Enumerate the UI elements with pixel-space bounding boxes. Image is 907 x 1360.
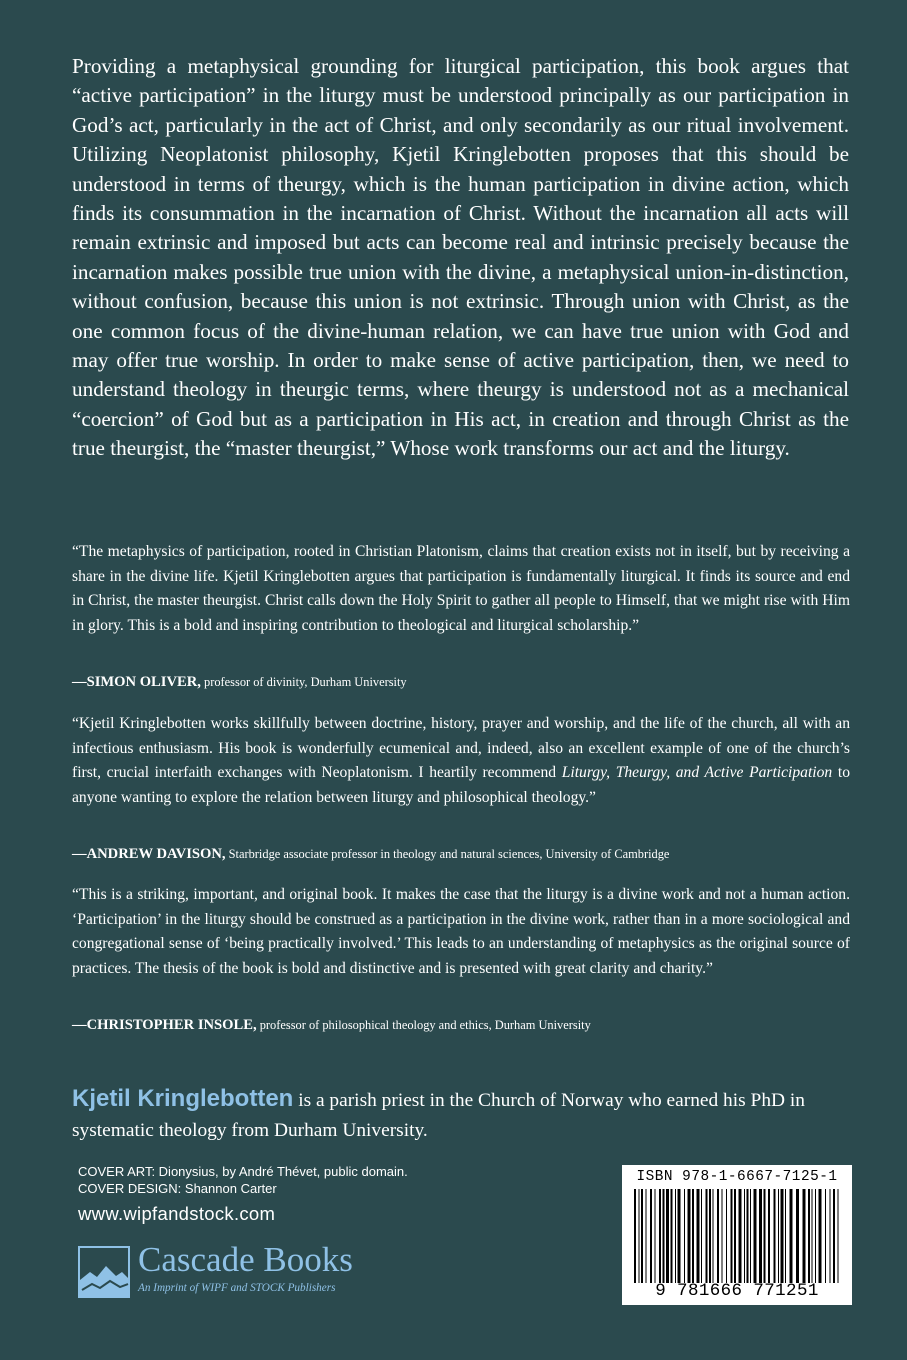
barcode-bar — [709, 1189, 711, 1283]
barcode-bar — [646, 1189, 647, 1283]
barcode-bar — [701, 1189, 702, 1283]
cover-design-credit: COVER DESIGN: Shannon Carter — [78, 1181, 277, 1196]
endorsement-quote-1: “The metaphysics of participation, rooted in Christian Platonism, claims that creation exists not in itself, but by receiving a share in the divine life. Kjetil Kringlebotten argues that participation is fundamentally liturgical. It finds its source and end in Christ, the master theurgist. Christ calls down the Holy Spirit to gather all people to Himself, that we might rise with Him in glory. This is a bold and inspiring contribution to theological and liturgical scholarship.” — [72, 543, 850, 634]
endorser-name: —ANDREW DAVISON, — [72, 846, 226, 862]
barcode-bar — [666, 1189, 669, 1283]
barcode-bar — [726, 1189, 727, 1283]
barcode-bar — [722, 1189, 723, 1283]
barcode-bar — [639, 1189, 640, 1283]
publisher-name: Cascade Books — [138, 1240, 353, 1279]
endorser-name: —CHRISTOPHER INSOLE, — [72, 1017, 257, 1033]
barcode-bar — [812, 1189, 813, 1283]
barcode-bar — [808, 1189, 810, 1283]
endorser-title: professor of divinity, Durham University — [200, 675, 407, 689]
quote-text: to anyone wanting to explore the relation between liturgy and philosophical theology.” — [72, 764, 850, 806]
publisher-tagline: An Imprint of WIPF and STOCK Publishers — [138, 1282, 336, 1294]
isbn-text: ISBN 978-1-6667-7125-1 — [636, 1169, 838, 1185]
barcode-bar — [675, 1189, 676, 1283]
barcode-bar — [713, 1189, 714, 1283]
endorser-title: professor of philosophical theology and ethics, Durham University — [256, 1018, 591, 1032]
barcode-bars — [634, 1189, 840, 1283]
endorsement-attribution-2 — [72, 846, 862, 863]
barcode-bar — [739, 1189, 742, 1283]
barcode-bar — [692, 1189, 694, 1283]
mountain-logo-icon — [78, 1246, 130, 1298]
barcode-bar — [717, 1189, 719, 1283]
endorser-name: —SIMON OLIVER, — [72, 674, 201, 690]
barcode-bar — [688, 1189, 691, 1283]
barcode-digits: 9 781666 771251 — [655, 1281, 819, 1301]
barcode-bar — [830, 1189, 831, 1283]
barcode-bar — [671, 1189, 673, 1283]
book-description: Providing a metaphysical grounding for liturgical participation, this book argues that “active participation” in the liturgy must be understood principally as our participation in God’s act, particularly in the act of Christ, and only secondarily as our ritual involvement. Utilizing Neoplatonist philosophy, Kjetil Kringlebotten proposes that this should be understood in terms of theurgy, which is the human participation in divine action, which finds its consummation in the incarnation of Christ. Without the incarnation all acts will remain extrinsic and imposed but acts can become real and intrinsic precisely because the incarnation makes possible true union with the divine, a metaphysical union-in-distinction, without confusion, because this union is not extrinsic. Through union with Christ, as the one common focus of the divine-human relation, we can have true union with God and may offer true worship. In order to make sense of active participation, then, we need to understand theology in theurgic terms, where theurgy is understood not as a mechanical “coercion” of God but as a participation in His act, in creation and through Christ as the true theurgist, the “master theurgist,” Whose work transforms our act and the liturgy. — [72, 54, 849, 461]
endorsement-quote-2 — [72, 712, 850, 810]
author-bio — [72, 1084, 862, 1146]
barcode-bar — [750, 1189, 751, 1283]
barcode-bar — [778, 1189, 779, 1283]
book-title-italic: Liturgy, Theurgy, and Active Participation — [561, 764, 833, 781]
barcode-bar — [774, 1189, 776, 1283]
quote-text: “Kjetil Kringlebotten works skillfully between doctrine, history, prayer and worship, and the life of the church, all with an infectious enthusiasm. His book is wonderfully ecumenical and, indeed, also an excellent example of one of the church’s first, crucial interfaith exchanges with Neoplatonism. I heartily recommend — [72, 715, 850, 781]
barcode-bar — [650, 1189, 652, 1283]
publisher-logo — [78, 1242, 408, 1304]
endorser-title: Starbridge associate professor in theology and natural sciences, University of Cambridge — [225, 847, 670, 861]
barcode-bar — [781, 1189, 784, 1283]
barcode-bar — [731, 1189, 733, 1283]
barcode-bar — [796, 1189, 799, 1283]
barcode-bar — [768, 1189, 770, 1283]
barcode-bar — [785, 1189, 786, 1283]
barcode-bar — [790, 1189, 793, 1283]
barcode-bar — [697, 1189, 700, 1283]
barcode-bar — [838, 1189, 839, 1283]
barcode-bar — [764, 1189, 766, 1283]
author-name: Kjetil Kringlebotten — [72, 1085, 294, 1112]
barcode-bar — [744, 1189, 745, 1283]
barcode-bar — [655, 1189, 656, 1283]
barcode-bar — [747, 1189, 749, 1283]
publisher-website: www.wipfandstock.com — [78, 1203, 276, 1224]
barcode-bar — [663, 1189, 665, 1283]
barcode-bar — [706, 1189, 708, 1283]
cover-credits — [78, 1163, 408, 1197]
endorsement-quote-3: “This is a striking, important, and original book. It makes the case that the liturgy is a divine work and not a human action. ‘Participation’ in the liturgy should be construed as a participation in the divine work, rather than in a more sociological and congregational sense of ‘being practically involved.’ This leads to an understanding of metaphysics as the original source of practices. The thesis of the book is bold and distinctive and is presented with great clarity and charity.” — [72, 886, 850, 977]
barcode-bar — [634, 1189, 636, 1283]
barcode-bar — [659, 1189, 661, 1283]
barcode-bar — [684, 1189, 685, 1283]
barcode-bar — [641, 1189, 643, 1283]
author-bio-text: is a parish priest in the Church of Norway who earned his PhD in systematic theology from Durham University. — [72, 1090, 805, 1141]
barcode-bar — [833, 1189, 835, 1283]
endorsement-attribution-1 — [72, 674, 862, 691]
barcode-bar — [759, 1189, 762, 1283]
endorsement-attribution-3 — [72, 1017, 862, 1034]
isbn-barcode — [622, 1165, 852, 1305]
barcode-bar — [734, 1189, 736, 1283]
barcode-bar — [825, 1189, 826, 1283]
barcode-bar — [754, 1189, 757, 1283]
barcode-bar — [678, 1189, 681, 1283]
cover-art-credit: COVER ART: Dionysius, by André Thévet, public domain. — [78, 1164, 408, 1179]
barcode-bar — [819, 1189, 822, 1283]
barcode-bar — [815, 1189, 816, 1283]
barcode-bar — [803, 1189, 806, 1283]
